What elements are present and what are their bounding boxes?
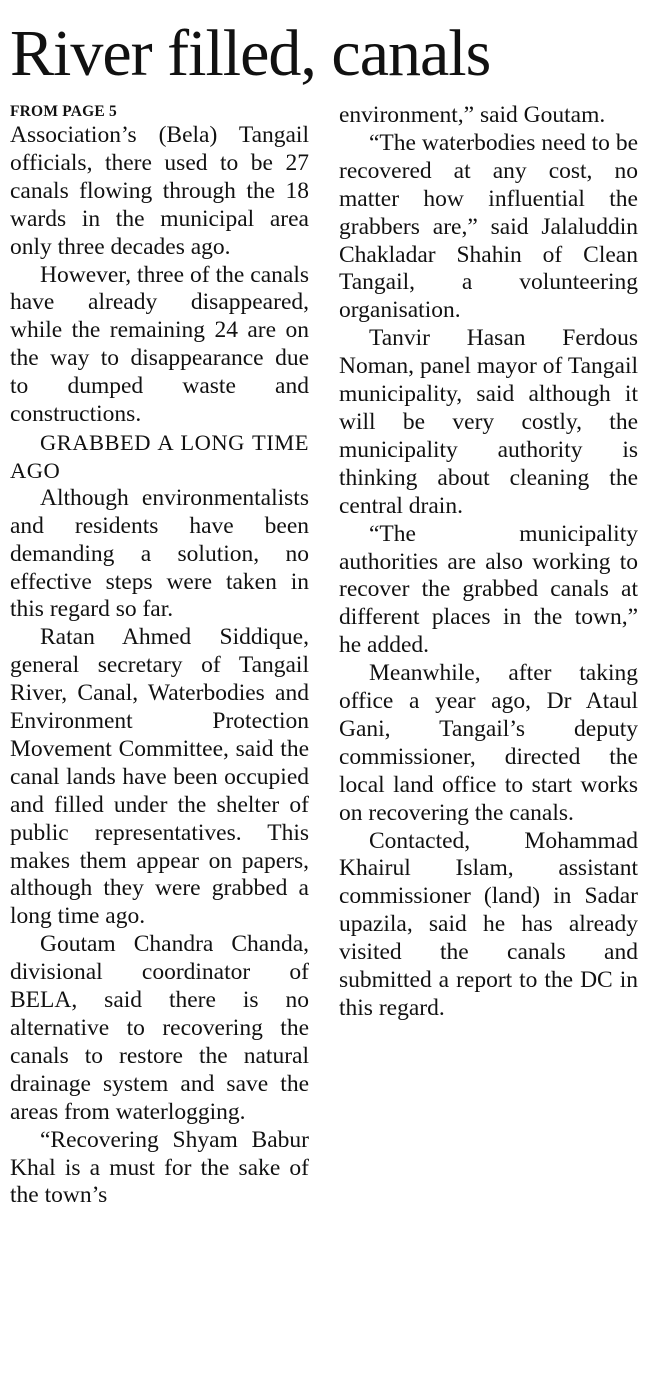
continuation-kicker: FROM PAGE 5: [10, 103, 117, 120]
paragraph: Although environmentalists and residents have been demanding a solution, no effective steps were taken in this regard so far.: [10, 484, 309, 623]
paragraph: Tanvir Hasan Ferdous Noman, panel mayor of Tangail municipality, said although it will be very costly, the municipality authority is thinking about cleaning the central drain.: [339, 325, 638, 519]
paragraph: Contacted, Mohammad Khairul Islam, assistant commissioner (land) in Sadar upazila, said he has already visited the canals and submitted a report to the DC in this regard.: [339, 827, 638, 1021]
paragraph: environment,” said Goutam.: [339, 102, 606, 128]
paragraph: Goutam Chandra Chanda, divisional coordinator of BELA, said there is no alternative to recovering the canals to restore the natural drainage system and save the areas from waterlogging.: [10, 931, 309, 1125]
paragraph: However, three of the canals have already disappeared, while the remaining 24 are on the way to disappearance due to dumped waste and constructions.: [10, 261, 309, 428]
subheading: GRABBED A LONG TIME AGO: [10, 429, 309, 483]
article-column-right: [339, 102, 638, 1023]
article-column-left: [10, 102, 309, 1210]
paragraph: Ratan Ahmed Siddique, general secretary of Tangail River, Canal, Waterbodies and Environment Protection Movement Committee, said the canal lands have been occupied and filled under the shelter of public representatives. This makes them appear on papers, although they were grabbed a long time ago.: [10, 624, 309, 930]
paragraph: Meanwhile, after taking office a year ago, Dr Ataul Gani, Tangail’s deputy commissioner, directed the local land office to start works on recovering the canals.: [339, 660, 638, 826]
headline: River filled, canals: [10, 17, 491, 90]
paragraph: “The municipality authorities are also working to recover the grabbed canals at different places in the town,” he added.: [339, 520, 638, 659]
paragraph: Association’s (Bela) Tangail officials, there used to be 27 canals flowing through the 18 wards in the municipal area only three decades ago.: [10, 122, 309, 260]
paragraph: “Recovering Shyam Babur Khal is a must for the sake of the town’s: [10, 1126, 309, 1209]
paragraph: “The waterbodies need to be recovered at any cost, no matter how influential the grabbers are,” said Jalaluddin Chakladar Shahin of Clean Tangail, a volunteering organisation.: [339, 129, 638, 324]
